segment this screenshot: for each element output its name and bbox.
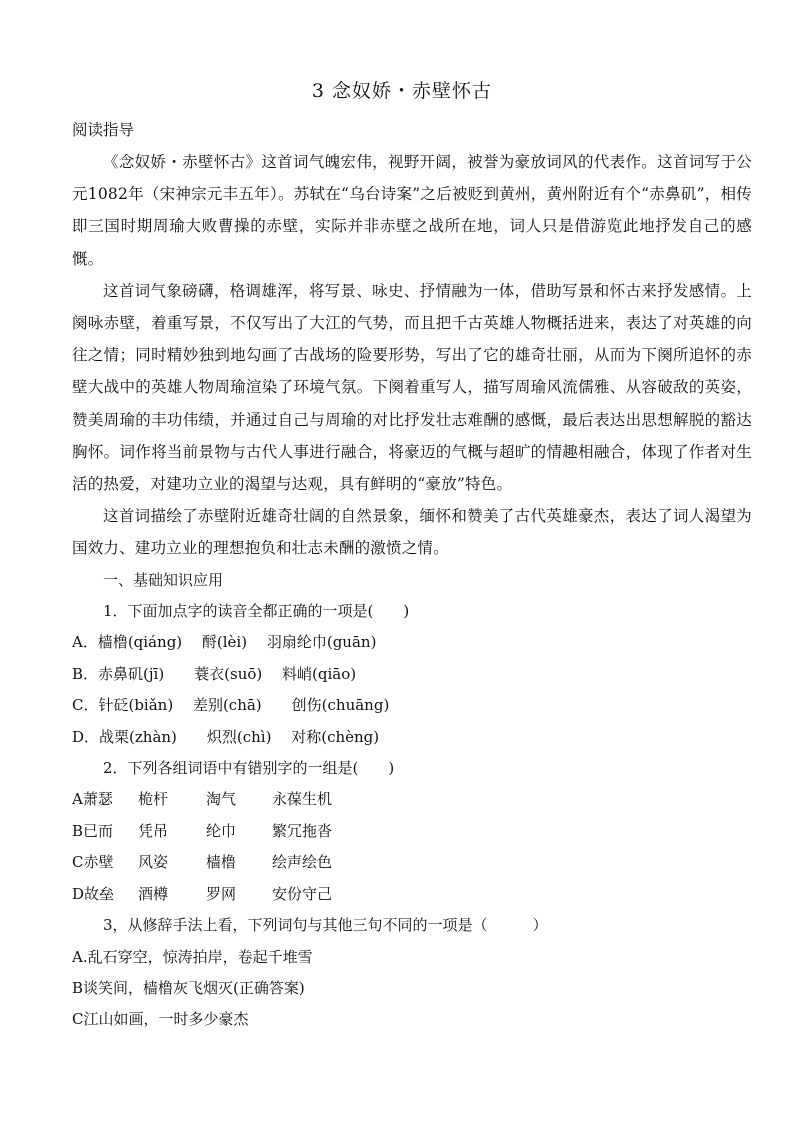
option-word: 罗网 — [206, 884, 237, 903]
question-2-option-c — [72, 847, 752, 878]
option-word: 樯橹 — [206, 853, 237, 872]
section-heading-basic: 一、基础知识应用 — [103, 570, 224, 589]
question-1-option-a: A．樯橹(qiáng) 酹(lèi) 羽扇纶巾(guān) — [72, 633, 377, 652]
option-word: 绘声绘色 — [272, 853, 333, 872]
question-1-option-b: B．赤鼻矶(jī) 蓑衣(suō) 料峭(qiāo) — [72, 664, 357, 683]
option-word: 永葆生机 — [272, 790, 333, 809]
question-3-option-c: C江山如画，一时多少豪杰 — [72, 1010, 249, 1029]
option-word: 酒樽 — [138, 884, 169, 903]
question-1-stem: 1．下面加点字的读音全都正确的一项是( ) — [103, 602, 410, 621]
option-word: D故垒 — [72, 884, 115, 903]
document-body — [72, 118, 752, 1036]
guide-paragraph-2: 这首词气象磅礴，格调雄浑，将写景、咏史、抒情融为一体，借助写景和怀古来抒发感情。上阕咏赤壁，着重写景，不仅写出了大江的气势，而且把千古英雄人物概括进来，表达了对英雄的向往之情；同时精妙独到地勾画了古战场的险要形势，写出了它的雄奇壮丽，从而为下阕所追怀的赤壁大战中的英雄人物周瑜渲染了环境气氛。下阕着重写人，描写周瑜风流儒雅、从容破敌的英姿，赞美周瑜的丰功伟绩，并通过自己与周瑜的对比抒发壮志难酬的感慨，最后表达出思想解脱的豁达胸怀。词作将当前景物与古代人事进行融合，将豪迈的气概与超旷的情趣相融合，体现了作者对生活的热爱，对建功立业的渴望与达观，具有鲜明的“豪放”特色。 — [72, 281, 752, 494]
option-word: 安份守己 — [272, 884, 333, 903]
option-word: 纶巾 — [206, 821, 237, 840]
guide-paragraph-1: 《念奴娇・赤壁怀古》这首词气魄宏伟，视野开阔，被誉为豪放词风的代表作。这首词写于公元1082年（宋神宗元丰五年）。苏轼在“乌台诗案”之后被贬到黄州，黄州附近有个“赤鼻矶”，相传即三国时期周瑜大败曹操的赤壁，实际并非赤壁之战所在地，词人只是借游览此地抒发自己的感慨。 — [72, 153, 752, 268]
option-word: C赤壁 — [72, 853, 114, 872]
option-word: B已而 — [72, 821, 114, 840]
question-1-option-c: C．针砭(biǎn) 差别(chā) 创伤(chuāng) — [72, 696, 390, 715]
guide-paragraph-3: 这首词描绘了赤壁附近雄奇壮阔的自然景象，缅怀和赞美了古代英雄豪杰，表达了词人渴望为国效力、建功立业的理想抱负和壮志未酬的激愤之情。 — [72, 507, 752, 558]
question-3-option-b: B谈笑间，樯橹灰飞烟灭(正确答案) — [72, 978, 305, 997]
option-word: 桅杆 — [138, 790, 169, 809]
question-2-option-d — [72, 879, 752, 910]
page-title: 3 念奴娇・赤壁怀古 — [311, 80, 493, 102]
question-2-option-a — [72, 784, 752, 815]
question-2-option-b — [72, 816, 752, 847]
option-word: A萧瑟 — [72, 790, 113, 809]
question-3-option-a: A.乱石穿空，惊涛拍岸，卷起千堆雪 — [72, 947, 313, 966]
option-word: 风姿 — [138, 853, 169, 872]
option-word: 淘气 — [206, 790, 237, 809]
section-heading-guide: 阅读指导 — [72, 121, 135, 139]
question-3-stem: 3，从修辞手法上看，下列词句与其他三句不同的一项是（ ） — [103, 916, 548, 935]
option-word: 繁冗拖沓 — [272, 821, 333, 840]
question-1-option-d: D．战栗(zhàn) 炽烈(chì) 对称(chèng) — [72, 727, 380, 746]
question-2-stem: 2．下列各组词语中有错别字的一组是( ) — [103, 759, 395, 778]
option-word: 凭吊 — [138, 821, 169, 840]
